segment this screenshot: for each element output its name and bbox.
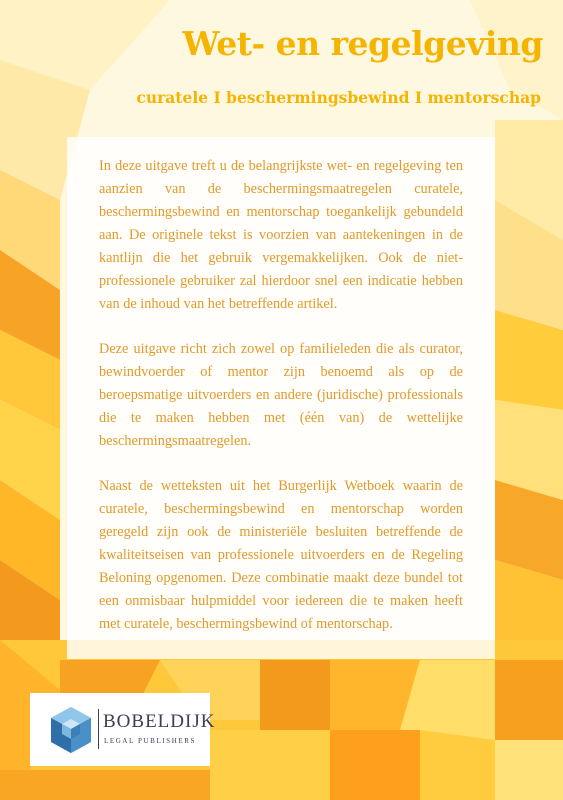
logo-divider: [98, 709, 99, 749]
paragraph-1: In deze uitgave treft u de belangrijkste wet- en regelgeving ten aanzien van de beschermingsmaatregelen curatele, beschermingsbewind en mentorschap toegankelijk gebundeld aan. De originele tekst is voorzien van aantekeningen in de kantlijn die het gebruik vergemakkelijken. Ook de niet-professionele gebruiker zal hierdoor snel een indicatie hebben van de inhoud van het betreffende artikel.: [99, 158, 463, 312]
page-title: Wet- en regelgeving: [182, 24, 543, 63]
hexagon-cube-icon: [48, 705, 94, 755]
publisher-name: BOBELDIJK: [103, 711, 216, 732]
publisher-logo: [30, 693, 216, 766]
paragraph-2: Deze uitgave richt zich zowel op familieleden die als curator, bewindvoerder of mentor zijn benoemd als op de beroepsmatige uitvoerders en andere (juridische) professionals die te maken hebben met (één van) de wettelijke beschermingsmaatregelen.: [99, 341, 463, 449]
publisher-tagline: LEGAL PUBLISHERS: [104, 737, 197, 745]
description-panel: [67, 137, 495, 659]
page-subtitle: curatele I beschermingsbewind I mentorschap: [136, 88, 541, 107]
paragraph-3: Naast de wetteksten uit het Burgerlijk Wetboek waarin de curatele, beschermingsbewind en mentorschap worden geregeld zijn ook de ministeriële besluiten betreffende de kwaliteitseisen van professionele uitvoerders en de Regeling Beloning opgenomen. Deze combinatie maakt deze bundel tot een onmisbaar hulpmiddel voor iedereen die te maken heeft met curatele, beschermingsbewind of mentorschap.: [99, 478, 463, 632]
